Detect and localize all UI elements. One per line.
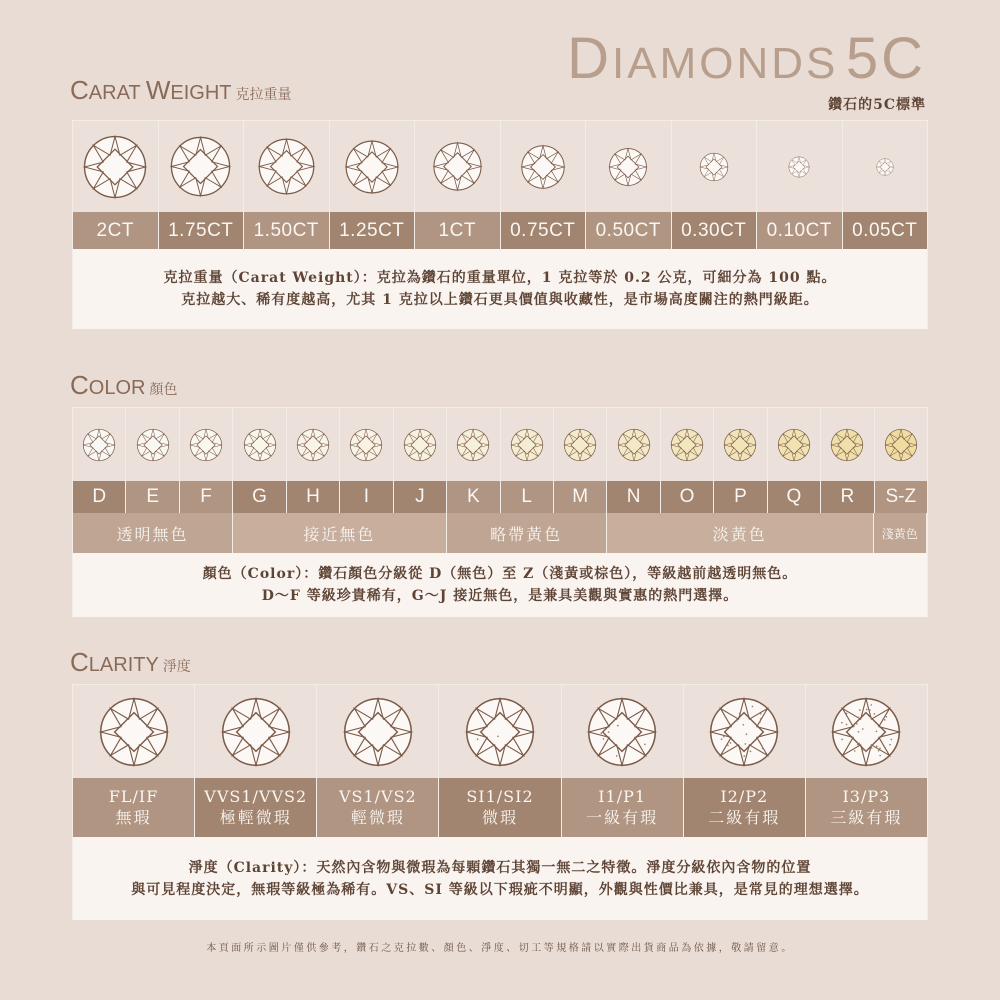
carat-label-text: 0.50CT <box>595 219 661 241</box>
color-grade-label <box>714 481 767 513</box>
color-group-label: 接近無色 <box>233 513 447 553</box>
clarity-diamond-cell <box>562 685 684 778</box>
color-description <box>73 553 927 617</box>
carat-title-rest: ARAT <box>88 82 146 104</box>
carat-label <box>586 212 672 249</box>
color-grade-text: M <box>572 486 589 507</box>
carat-title-cap: C <box>70 75 89 105</box>
carat-section-title <box>70 77 292 103</box>
clarity-grade-zh: 二級有瑕 <box>708 807 781 827</box>
carat-label-text: 2CT <box>96 219 134 241</box>
color-diamond-cell <box>394 408 447 481</box>
diamond-icon <box>563 428 597 462</box>
carat-diamond-cell <box>159 121 245 212</box>
clarity-grade-zh: 微瑕 <box>481 807 518 827</box>
diamond-icon <box>220 696 292 768</box>
color-diamond-cell <box>607 408 660 481</box>
title-main: IAMONDS <box>612 39 839 88</box>
clarity-diamond-cell <box>195 685 317 778</box>
color-diamond-cell <box>233 408 286 481</box>
clarity-title-rest: LARITY <box>88 654 159 676</box>
color-grade-text: G <box>252 486 267 507</box>
color-grade-text: H <box>306 486 320 507</box>
color-grade-text: J <box>415 486 425 507</box>
carat-diamond-cell <box>73 121 159 212</box>
diamond-icon <box>510 428 544 462</box>
diamond-icon <box>82 428 116 462</box>
page-subtitle: 鑽石的5C標準 <box>828 97 926 113</box>
page-title <box>567 26 926 91</box>
color-grade-text: F <box>200 486 212 507</box>
clarity-grade-label <box>439 778 561 837</box>
clarity-diamond-row <box>73 685 927 778</box>
clarity-grade-zh: 極輕微瑕 <box>219 807 292 827</box>
color-diamond-cell <box>73 408 126 481</box>
carat-title-rest2: EIGHT <box>170 82 232 104</box>
clarity-grade-label <box>562 778 684 837</box>
carat-desc-line1: 克拉重量（Carat Weight）：克拉為鑽石的重量單位，1 克拉等於 0.2 公克，可細分為 100 點。 <box>163 270 837 286</box>
color-diamond-cell <box>661 408 714 481</box>
carat-desc-line2: 克拉越大、稀有度越高，尤其 1 克拉以上鑽石更具價值與收藏性，是市場高度關注的熱門級距。 <box>181 292 819 308</box>
color-grade-label <box>875 481 927 513</box>
carat-label-text: 0.10CT <box>766 219 832 241</box>
carat-label-row <box>73 212 927 249</box>
clarity-grade-code: VS1/VS2 <box>338 786 417 806</box>
color-grade-label <box>554 481 607 513</box>
clarity-grade-zh: 三級有瑕 <box>830 807 903 827</box>
diamond-icon <box>169 135 232 198</box>
diamond-icon <box>432 141 483 192</box>
diamond-icon <box>884 428 918 462</box>
color-diamond-cell <box>821 408 874 481</box>
clarity-grade-code: FL/IF <box>108 786 159 806</box>
diamond-icon <box>699 152 729 182</box>
color-diamond-cell <box>501 408 554 481</box>
clarity-diamond-cell <box>317 685 439 778</box>
carat-label <box>843 212 928 249</box>
color-grade-text: E <box>146 486 159 507</box>
color-grade-text: Q <box>786 486 802 507</box>
footer-note: 本頁面所示圖片僅供參考，鑽石之克拉數、顏色、淨度、切工等規格請以實際出貨商品為依據，敬請留意。 <box>206 943 794 954</box>
color-diamond-cell <box>768 408 821 481</box>
diamond-icon <box>830 428 864 462</box>
carat-label <box>501 212 587 249</box>
carat-diamond-cell <box>586 121 672 212</box>
diamond-icon <box>296 428 330 462</box>
diamond-icon <box>830 696 902 768</box>
color-grade-label <box>340 481 393 513</box>
color-diamond-cell <box>875 408 927 481</box>
color-group-label: 淺黃色 <box>874 513 927 553</box>
carat-label <box>415 212 501 249</box>
color-grade-label <box>180 481 233 513</box>
clarity-grade-label <box>73 778 195 837</box>
diamond-icon <box>608 147 648 187</box>
color-group-label: 淡黃色 <box>607 513 874 553</box>
carat-diamond-cell <box>843 121 928 212</box>
diamond-icon <box>788 156 810 178</box>
carat-label-text: 1.50CT <box>253 219 319 241</box>
carat-diamond-cell <box>501 121 587 212</box>
carat-label <box>672 212 758 249</box>
carat-label-text: 0.30CT <box>681 219 747 241</box>
color-grade-label <box>607 481 660 513</box>
diamond-icon <box>456 428 490 462</box>
color-grade-label <box>73 481 126 513</box>
clarity-desc-line2: 與可見程度決定，無瑕等級極為稀有。VS、SI 等級以下瑕疵不明顯，外觀與性價比兼具，是常見的理想選擇。 <box>131 881 869 898</box>
diamond-icon <box>189 428 223 462</box>
color-grade-label <box>661 481 714 513</box>
color-grade-text: K <box>466 486 480 507</box>
color-grade-text: D <box>92 486 107 507</box>
carat-label-text: 0.75CT <box>510 219 576 241</box>
clarity-grade-label <box>806 778 927 837</box>
clarity-grade-zh: 一級有瑕 <box>586 807 659 827</box>
carat-label-text: 1.75CT <box>168 219 234 241</box>
title-prefix: D <box>567 26 613 91</box>
color-diamond-cell <box>554 408 607 481</box>
carat-description <box>73 249 927 329</box>
carat-label <box>244 212 330 249</box>
clarity-panel <box>72 684 928 920</box>
color-grade-label <box>394 481 447 513</box>
color-grade-text: L <box>521 486 532 507</box>
diamond-icon <box>136 428 170 462</box>
carat-label-text: 1.25CT <box>339 219 405 241</box>
clarity-title-cap: C <box>70 647 89 677</box>
carat-label <box>73 212 159 249</box>
carat-label <box>757 212 843 249</box>
clarity-grade-zh: 無瑕 <box>115 807 152 827</box>
carat-diamond-cell <box>757 121 843 212</box>
clarity-diamond-cell <box>439 685 561 778</box>
diamond-icon <box>344 139 400 195</box>
clarity-grade-code: I2/P2 <box>720 786 769 806</box>
clarity-title-zh: 淨度 <box>162 659 191 675</box>
clarity-label-row <box>73 778 927 837</box>
color-grade-label <box>501 481 554 513</box>
color-group-label: 略帶黃色 <box>447 513 607 553</box>
clarity-diamond-cell <box>806 685 927 778</box>
diamond-icon <box>349 428 383 462</box>
color-diamond-cell <box>340 408 393 481</box>
carat-label <box>159 212 245 249</box>
carat-panel <box>72 120 928 329</box>
color-grade-text: P <box>734 486 747 507</box>
diamond-icon <box>876 158 894 176</box>
color-group-row <box>73 513 927 553</box>
carat-label <box>330 212 416 249</box>
carat-diamond-cell <box>672 121 758 212</box>
carat-title-zh: 克拉重量 <box>235 87 292 103</box>
diamond-icon <box>82 134 148 200</box>
color-diamond-row <box>73 408 927 481</box>
clarity-grade-code: I3/P3 <box>842 786 891 806</box>
clarity-grade-label <box>195 778 317 837</box>
diamond-icon <box>723 428 757 462</box>
carat-label-text: 1CT <box>438 219 476 241</box>
color-grade-label <box>447 481 500 513</box>
carat-title-cap2: W <box>145 75 171 105</box>
clarity-desc-line1: 淨度（Clarity）：天然內含物與微瑕為每顆鑽石其獨一無二之特徵。淨度分級依內含物的位置 <box>188 859 812 876</box>
color-section-title <box>70 372 177 398</box>
carat-diamond-row <box>73 121 927 212</box>
carat-diamond-cell <box>415 121 501 212</box>
diamond-icon <box>403 428 437 462</box>
color-grade-text: O <box>679 486 695 507</box>
color-desc-line1: 顏色（Color）：鑽石顏色分級從 D（無色）至 Z（淺黃或棕色），等級越前越透明無色。 <box>202 566 798 582</box>
diamond-icon <box>586 696 658 768</box>
color-grade-label <box>233 481 286 513</box>
color-grade-label <box>126 481 179 513</box>
color-grade-label <box>768 481 821 513</box>
carat-label-text: 0.05CT <box>852 219 918 241</box>
color-grade-label <box>287 481 340 513</box>
diamond-icon <box>708 696 780 768</box>
diamond-icon <box>98 696 170 768</box>
color-diamond-cell <box>180 408 233 481</box>
clarity-grade-code: I1/P1 <box>598 786 647 806</box>
carat-diamond-cell <box>244 121 330 212</box>
diamond-icon <box>777 428 811 462</box>
color-title-zh: 顏色 <box>149 382 178 398</box>
color-diamond-cell <box>287 408 340 481</box>
clarity-section-title <box>70 649 191 675</box>
color-label-row <box>73 481 927 513</box>
clarity-grade-zh: 輕微瑕 <box>350 807 405 827</box>
clarity-grade-code: VVS1/VVS2 <box>204 786 308 806</box>
color-diamond-cell <box>126 408 179 481</box>
title-suffix: 5C <box>845 26 926 91</box>
diamond-icon <box>243 428 277 462</box>
color-panel <box>72 407 928 617</box>
diamond-icon <box>617 428 651 462</box>
color-diamond-cell <box>714 408 767 481</box>
color-title-cap: C <box>70 370 89 400</box>
clarity-diamond-cell <box>684 685 806 778</box>
diamond-icon <box>670 428 704 462</box>
color-title-rest: OLOR <box>88 377 146 399</box>
clarity-grade-label <box>684 778 806 837</box>
color-grade-text: N <box>626 486 641 507</box>
diamond-icon <box>257 137 316 196</box>
color-grade-text: S-Z <box>885 486 917 507</box>
color-grade-label <box>821 481 874 513</box>
color-diamond-cell <box>447 408 500 481</box>
color-grade-text: I <box>363 486 370 507</box>
diamond-icon <box>342 696 414 768</box>
diamond-icon <box>520 144 566 190</box>
clarity-grade-code: SI1/SI2 <box>466 786 534 806</box>
diamond-icon <box>464 696 536 768</box>
carat-diamond-cell <box>330 121 416 212</box>
color-grade-text: R <box>840 486 855 507</box>
clarity-diamond-cell <box>73 685 195 778</box>
color-desc-line2: D～F 等級珍貴稀有，G～J 接近無色，是兼具美觀與實惠的熱門選擇。 <box>261 588 739 604</box>
color-group-label: 透明無色 <box>73 513 233 553</box>
clarity-grade-label <box>317 778 439 837</box>
clarity-description <box>73 837 927 920</box>
